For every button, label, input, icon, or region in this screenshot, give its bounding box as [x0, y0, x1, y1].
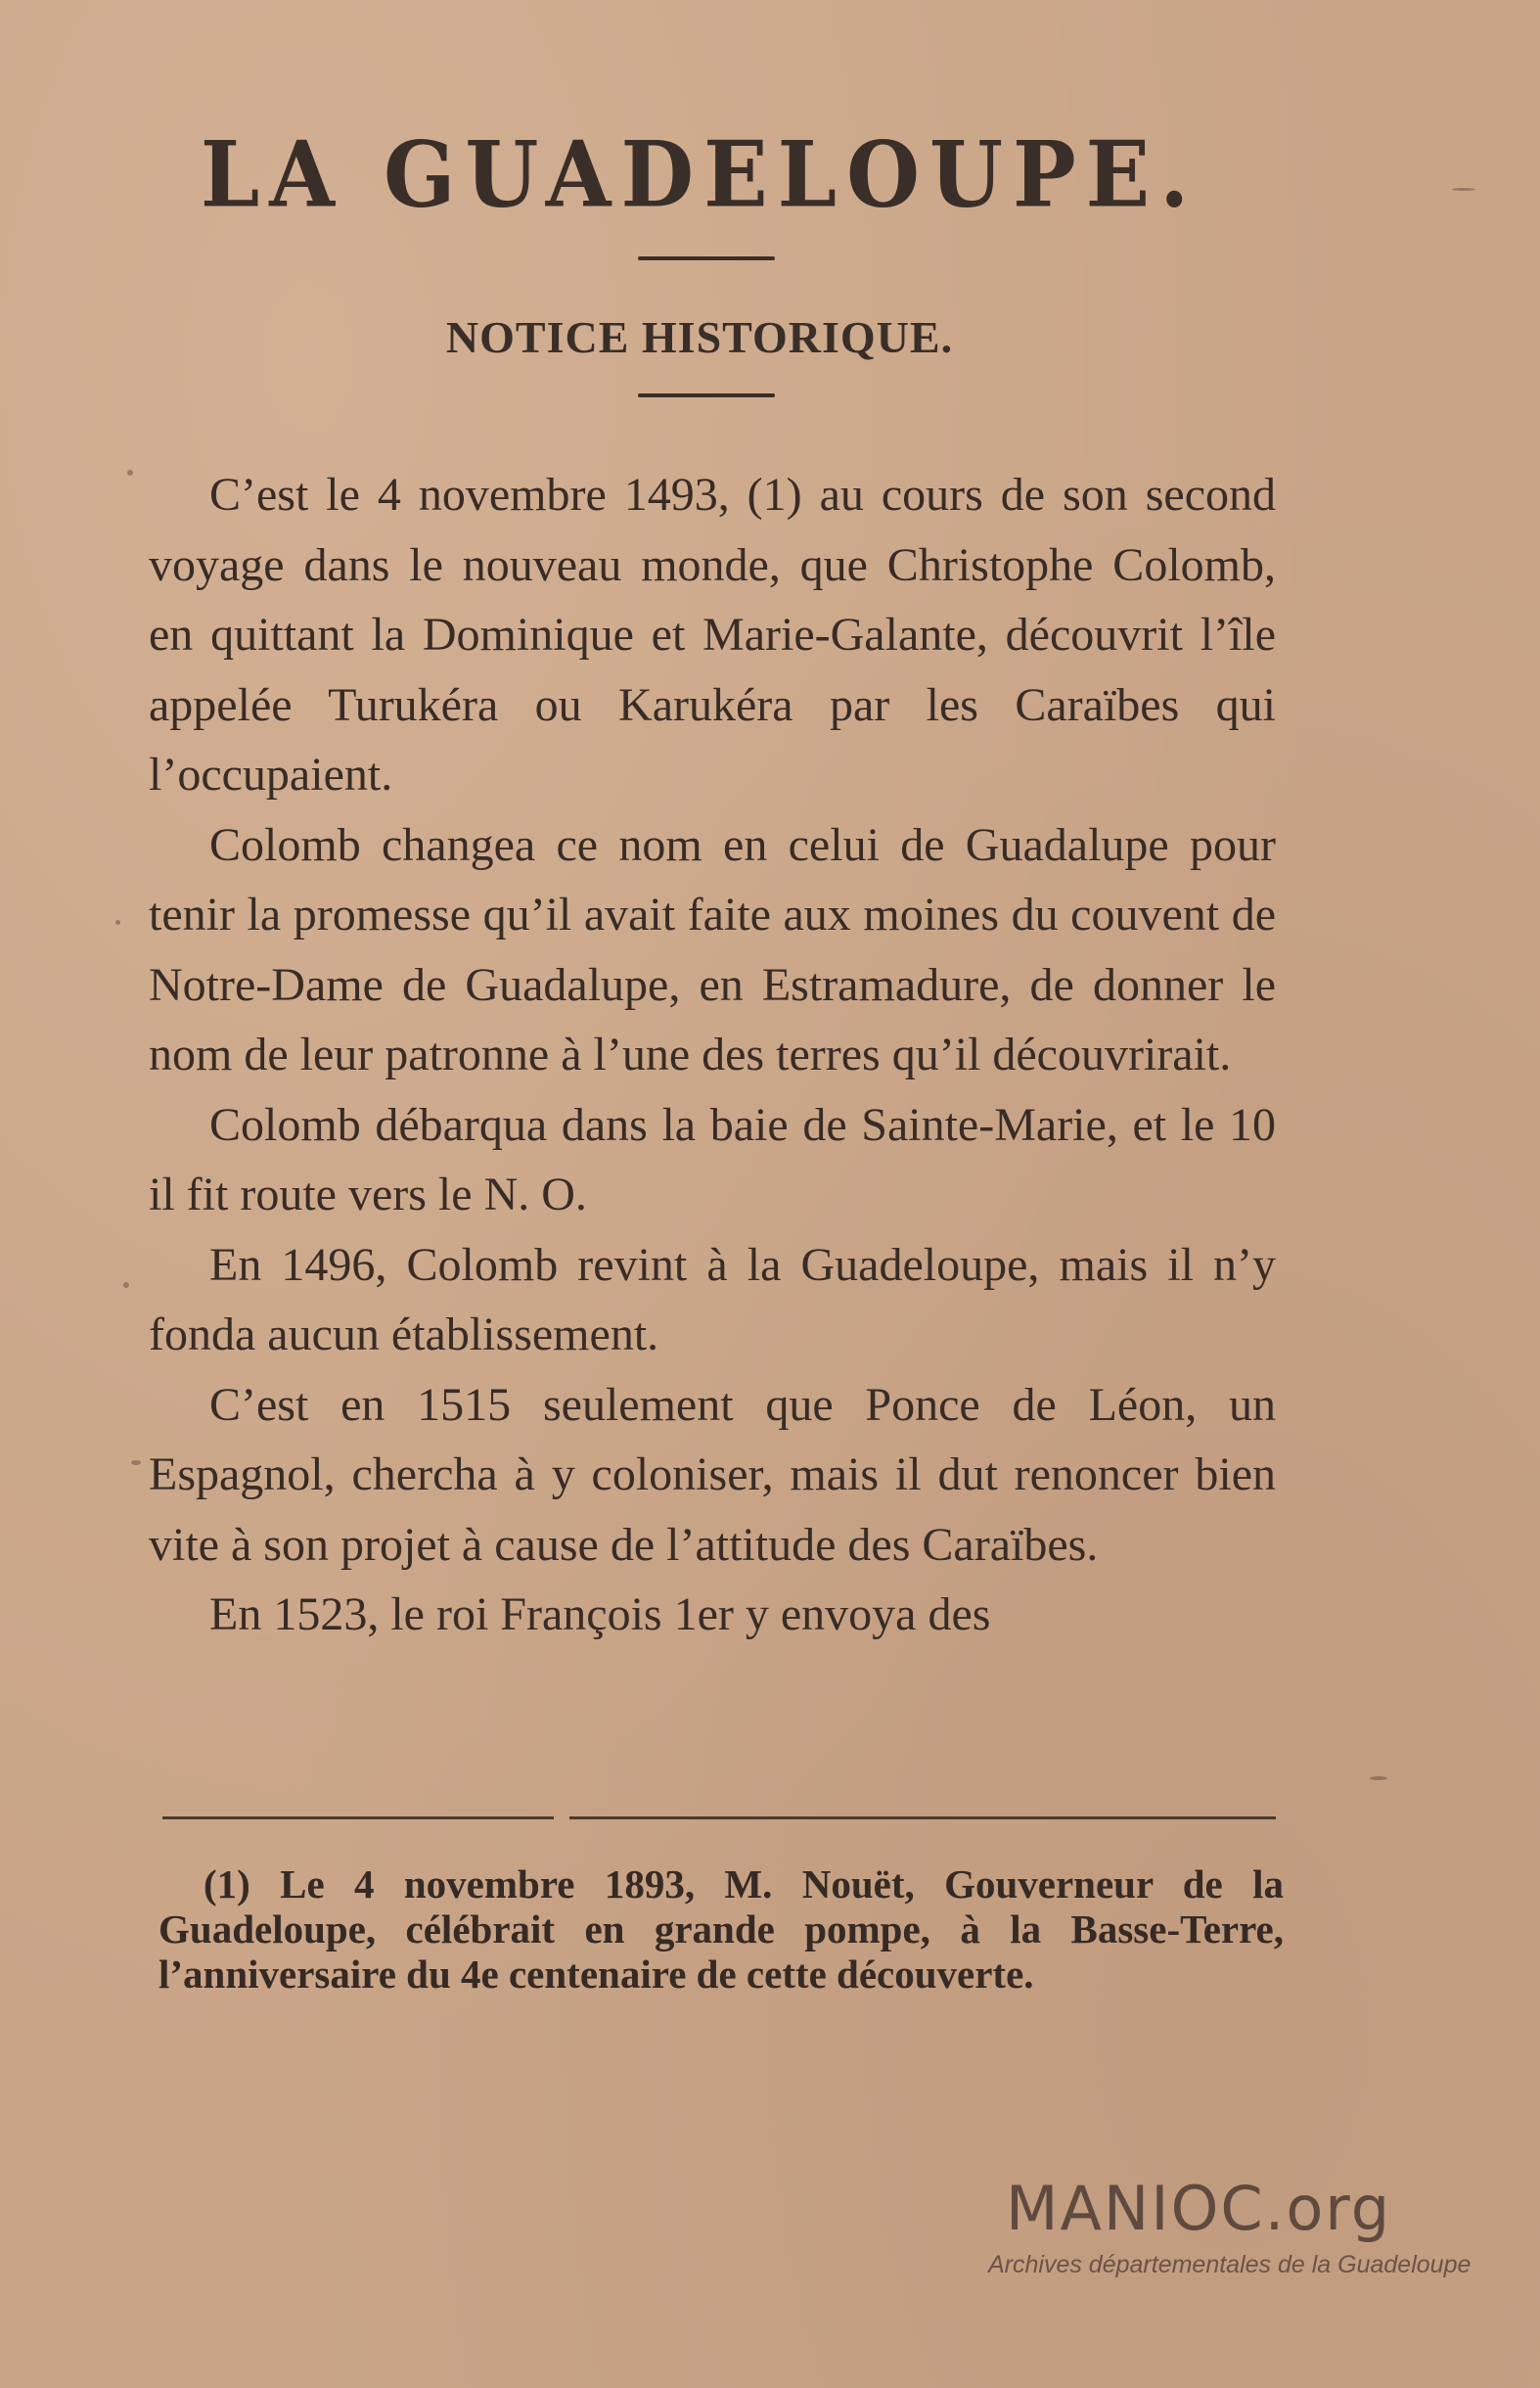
footnote-divider — [569, 1816, 1276, 1819]
paragraph: C’est le 4 novembre 1493, (1) au cours de son second voyage dans le nouveau monde, que Christophe Colomb, en quittant la Dominique et Marie-Galante, découvrit l’île appelée Turukéra ou Karukéra par les Caraïbes qui l’occupaient. — [149, 469, 1276, 801]
subtitle-divider — [638, 393, 775, 397]
title-divider — [638, 256, 775, 260]
paper-speck — [1452, 188, 1475, 191]
watermark — [988, 2175, 1497, 2282]
paragraph: Colomb changea ce nom en celui de Guadalupe pour tenir la promesse qu’il avait faite aux moines du couvent de Notre-Dame de Guadalupe, en Estramadure, de donner le nom de leur patronne à l’une des terres qu’il découvrirait. — [149, 818, 1276, 1080]
paragraph: C’est en 1515 seulement que Ponce de Léon, un Espagnol, chercha à y coloniser, mais il dut renoncer bien vite à son projet à cause de l’attitude des Caraïbes. — [149, 1378, 1276, 1571]
body-text — [149, 460, 1276, 1650]
paper-speck — [123, 1282, 129, 1288]
paragraph: Colomb débarqua dans la baie de Sainte-Marie, et le 10 il fit route vers le N. O. — [149, 1098, 1276, 1220]
paper-speck — [1370, 1776, 1387, 1780]
document-subtitle: NOTICE HISTORIQUE. — [445, 312, 954, 362]
footnote-divider — [162, 1816, 554, 1819]
watermark-subtitle: Archives départementales de la Guadeloupe — [988, 2251, 1472, 2278]
paragraph: En 1496, Colomb revint à la Guadeloupe, mais il n’y fonda aucun établissement. — [149, 1238, 1276, 1360]
document-title: LA GUADELOUPE. — [200, 120, 1200, 229]
footnote — [159, 1861, 1284, 1997]
paper-speck — [131, 1460, 141, 1465]
paper-speck — [115, 920, 120, 925]
paper-speck — [127, 470, 133, 476]
footnote-text: (1) Le 4 novembre 1893, M. Nouët, Gouverneur de la Guadeloupe, célébrait en grande pompe, à la Basse-Terre, l’anniversaire du 4e centenaire de cette découverte. — [159, 1861, 1284, 1997]
paragraph: En 1523, le roi François 1er y envoya des — [209, 1588, 991, 1640]
watermark-logo: MANIOC.org — [1006, 2173, 1392, 2244]
